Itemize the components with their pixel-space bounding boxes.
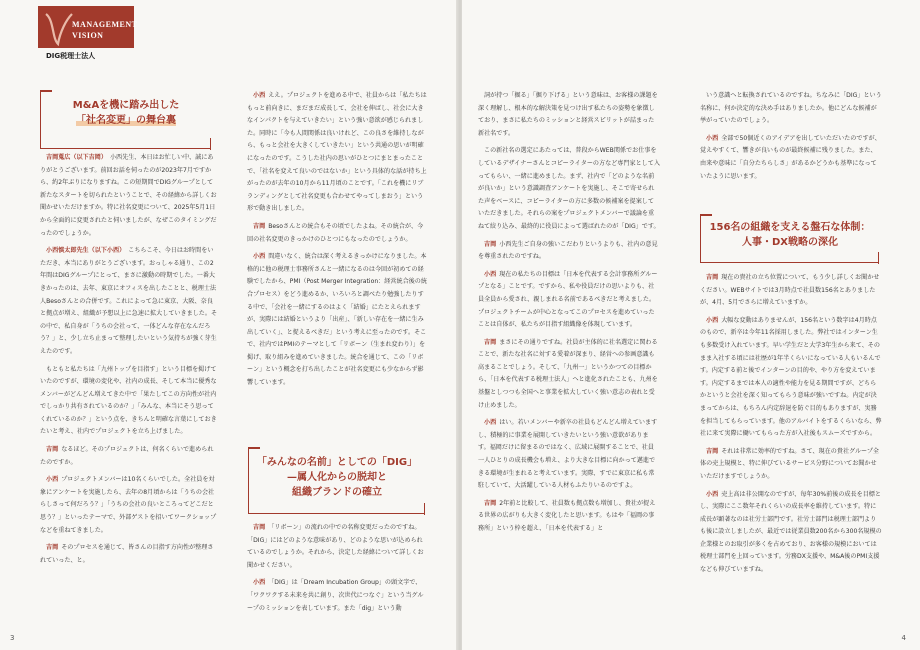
- paragraph-text: プロジェクトメンバーは10名くらいでした。全社員を対象にアンケートを実施したら、去年の8月頃からは「うちの会社らしさって何だろう？」「うちの会社の良いところってどこだと思う？」といったテーマで、外部ゲストを招いてワークショップなどを重ねてきました。: [40, 476, 217, 534]
- paragraph-text: 売上高は非公開なのですが、毎年30%前後の成長を目標とし、実際にここ数年それくらいの成長率を維持しています。特に成長が顕著なのは社労士部門です。社労士部門は税理士部門よりも後に設立しましたが、最近では従業員数200名から300名規模の企業様とのお取引が多くを占めており、お客様の規模においては税理士部門を上回っています。労務DX支援や、M&A後のPMI支援なども伸びていますね。: [700, 490, 882, 574]
- speaker-label: 吉岡: [706, 447, 719, 455]
- text-column-1: [40, 152, 218, 567]
- paragraph-text: 詞が持つ「掘る」「掘り下げる」という意味は、お客様の課題を深く理解し、根本的な解決策を見つけ出す私たちの姿勢を象徴しており、まさに私たちのミッションと経営スピリットが詰まった新社名です。: [478, 92, 658, 137]
- heading-box-2: [248, 447, 425, 514]
- paragraph: [478, 145, 660, 233]
- heading-box-3: [700, 214, 879, 263]
- paragraph-text: Besoさんとの統合もその頃でしたよね。その統合が、今回の社名変更のきっかけのひとつにもなったのでしょうか。: [247, 222, 424, 243]
- speaker-label: 吉岡: [484, 499, 497, 507]
- heading-3-line-1: 156名の組織を支える盤石な体制：: [709, 222, 871, 233]
- heading-3-line-2: 人事・DX戦略の深化: [741, 237, 838, 248]
- speaker-label: 吉岡: [253, 222, 266, 230]
- speaker-label: 小西: [484, 270, 497, 278]
- heading-2-line-2: —属人化からの脱却と: [287, 472, 387, 483]
- paragraph-text: 現在の貴社の立ち位置について、もう少し詳しくお聞かせください。WEBサイトでは3月時点で社員数156名とありましたが、4月、5月でさらに増えていますか。: [700, 274, 880, 307]
- paragraph-text: ええ。プロジェクトを進める中で、社員からは「私たちはもっと前向きに、まだまだ成長して、会社を伸ばし、社会に大きなインパクトを与えていきたい」という強い意欲が感じられました。同時に「今も人間関係は良いけれど、この良さを維持しながら、もっと会社を大きくしていきたい」という共通の思いが明確になったのです。こうした社内の思いがひとつにまとまったことで、「社名を変えて良いのではないか」という具体的な話が持ち上がったのが去年の10月から11月頃のことです。「これを機にリブランディングとして社名変更も合わせてやってしまおう」という形で動き出しました。: [247, 92, 427, 213]
- paragraph-text: 小西先生、本日はお忙しい中、誠にありがとうございます。前回お話を伺ったのが2023年7月ですから、約2年ぶりになりますね。この短期間でDIGグループとして新たなスタートを切られたということで、その経緯から詳しくお聞かせいただけますか。特に社名変更について、2025年5月1日から全面的に変更されたと伺いましたが、なぜこのタイミングだったのでしょうか。: [40, 154, 217, 237]
- paragraph: [700, 446, 882, 484]
- speaker-label: 吉岡: [484, 338, 497, 346]
- paragraph: [40, 364, 218, 440]
- paragraph: [700, 133, 882, 183]
- text-column-4a: [700, 90, 882, 183]
- speaker-label: 吉岡: [46, 446, 59, 454]
- paragraph-text: 全部で50個近くのアイデアを出していただいたのですが、覚えやすくて、響きが良いものが最終候補に残りました。また、由来や意味に「自分たちらしさ」があるかどうかも基準になっていたように思います。: [700, 134, 881, 180]
- speaker-label: 小西: [706, 316, 719, 324]
- speaker-label: 小西: [706, 490, 719, 498]
- right-page: [462, 0, 920, 650]
- speaker-label: 吉岡: [706, 274, 719, 281]
- page-number-left: 3: [10, 634, 15, 642]
- paragraph-text: もともと私たちは「九州トップを目指す」という目標を掲げていたのですが、環境の変化や、社内の成長、そして本当に優秀なメンバーがどんどん増えてきた中で「果たしてこの方向性が社内でしっかり共有されているのか？」「みんな、本当にそう思ってくれているのか？」という点を、きちんと明確な言葉にしておきたいと考え、社内でプロジェクトを立ち上げました。: [40, 365, 217, 436]
- paragraph-text: それは非常に効率的ですね。さて、現在の貴社グループ全体の売上規模と、特に伸びているサービス分野についてお聞かせいただけますでしょうか。: [700, 447, 880, 480]
- paragraph-text: 2年前と比較して、社員数も拠点数も増加し、貴社が捉える世界の広がりも大きく変化したと思います。もはや「福岡の事務所」という枠を超え、「日本を代表する」と: [478, 499, 656, 532]
- brand-logo: [38, 6, 138, 48]
- speaker-label: 吉岡蒐広（以下吉岡）: [46, 154, 107, 161]
- paragraph-text: 小西先生ご自身の強いこだわりというよりも、社内の意見を尊重されたのですね。: [478, 240, 658, 261]
- paragraph: [478, 269, 660, 332]
- paragraph: [478, 498, 660, 536]
- heading-1-line-2: 「社名変更」の舞台裏: [76, 115, 176, 126]
- text-column-2a: [247, 90, 427, 390]
- left-page: [0, 0, 458, 650]
- paragraph-text: まさにその通りですね。社員が主体的に社名選定に関わることで、新たな社名に対する愛着が深まり、経営への参画意識も高まることでしょう。そして、「九州一」というかつての目標から、「日本を代表する税理士法人」へと進化されたことも、九州を基盤としつつも全国へと事業を拡大していく強い意志の表れと受け止めました。: [478, 338, 658, 409]
- swoosh-icon: [44, 10, 74, 46]
- brand-line-1: MANAGEMENT: [72, 20, 138, 29]
- heading-2-line-1: 「みんなの名前」としての「DIG」: [256, 457, 418, 468]
- speaker-label: 小西: [46, 476, 59, 484]
- paragraph-text: なるほど。そのプロジェクトは、何名くらいで進められたのですか。: [40, 446, 214, 466]
- page-number-right: 4: [901, 634, 906, 642]
- paragraph: [247, 522, 427, 572]
- paragraph-text: 大幅な変動はありませんが、156名という数字は4月時点のもので、新卒は今年11名採用しました。弊社ではインターン生も多数受け入れています。早い学生だと大学3年生から来て、そのまま入社する頃には社歴が1年半くらいになっている人もいるんです。内定する前と後でインターンの目的や、やり方を変えています。内定するまでは本人の適性や能力を見る期間ですが、どちらかというと会社を深く知ってもらう意味が強いですね。内定が決まってからは、もちろん内定辞退を防ぐ目的もありますが、実務を担当してもらっています。他のアルバイトをするくらいなら、弊社に来て実際に働いてもらった方が入社後もスムーズですから。: [700, 316, 882, 438]
- speaker-label: 吉岡: [253, 524, 266, 531]
- paragraph: [40, 474, 218, 537]
- speaker-label: 小西: [253, 92, 266, 99]
- heading-box-1: [40, 90, 211, 149]
- speaker-label: 吉岡: [484, 240, 497, 248]
- paragraph: [478, 239, 660, 264]
- speaker-label: 小西慎太郎先生（以下小西）: [46, 247, 126, 255]
- paragraph-text: 「DIG」は「Dream Incubation Group」の頭文字で、「ワクワクする未来を共に創り、次世代につなぐ」という当グループのミッションを表しています。また「dig」という動: [247, 579, 424, 612]
- paragraph: [478, 90, 660, 140]
- paragraph: [40, 542, 218, 567]
- paragraph: [247, 251, 427, 390]
- speaker-label: 吉岡: [46, 544, 59, 552]
- paragraph-text: 現在の私たちの目標は「日本を代表する会計事務所グループとなる」ことです。ですから、私や役員だけの思いよりも、社員全員から愛され、親しまれる名前であるべきだと考えました。プロジェクトチームが中心となってこのプロセスを進めていったことは自体が、私たちが目指す組織像を体現しています。: [478, 270, 658, 329]
- paragraph-text: 間違いなく、統合は深く考えるきっかけになりました。本格的に他の税理士事務所さんと一緒になるのは今回が初めての経験でしたから、PMI（Post Merger Integration：経営統合後の統合プロセス）をどう進めるか、いろいろと調べたり勉強したりする中で、「会社を一緒にするのはよく「結婚」にたとえられますが、実際には結婚というより「出産」、「新しい存在を一緒に生み出していく」、と捉えるべきだ」という考えに至ったのです。そこで、社内ではPMIのテーマとして「リボーン（生まれ変わり）」を掲げ、取り組みを進めていきました。統合を通じて、この「リボーン」という概念を打ち出したことが社名変更にも少なからず影響しています。: [247, 253, 427, 387]
- paragraph: [40, 152, 218, 240]
- paragraph-text: そのプロセスを通じて、皆さんの目指す方向性が整理されていった、と。: [40, 544, 214, 564]
- paragraph: [478, 337, 660, 413]
- paragraph: [40, 245, 218, 358]
- paragraph: [247, 90, 427, 216]
- paragraph-text: はい。若いメンバーや新卒の社員もどんどん増えていますし、積極的に事業を展開していきたいという強い意欲があります。福岡だけに留まるのではなく、広域に展開することで、社員一人ひとりの成長機会も増え、より大きな目標に向かって邁進できる環境が生まれると考えています。実際、すでに東京に私も常駐していて、大活躍している人材もふたりいるのですよ。: [478, 419, 658, 490]
- paragraph: [247, 577, 427, 615]
- paragraph: [700, 90, 882, 128]
- paragraph: [478, 417, 660, 493]
- brand-subtitle: DIG税理士法人: [46, 52, 96, 60]
- speaker-label: 小西: [706, 134, 719, 142]
- paragraph: [700, 315, 882, 441]
- paragraph-text: こちらこそ、今日はお時間をいただき、本当にありがとうございます。おっしゃる通り、この2年間はDIGグループにとって、まさに激動の時期でした。一番大きかったのは、去年、東京にオフィスを出したことと、税理士法人Besoさんとの合併です。これによって急に東京、大阪、奈良と拠点が増え、組織が予想以上に急速に拡大していきました。その中で、私自身が「うちの会社って、一体どんな存在なんだろう？」と、少し立ち止まって整理したいという気持ちが強く芽生えたのです。: [40, 247, 218, 355]
- heading-1-line-1: M&Aを機に踏み出した: [72, 100, 180, 111]
- text-column-4b: [700, 272, 882, 577]
- paragraph: [700, 272, 882, 310]
- brand-line-2: VISION: [72, 31, 104, 40]
- paragraph: [700, 489, 882, 577]
- heading-2-line-3: 組織ブランドの確立: [292, 487, 382, 498]
- paragraph-text: この新社名の選定にあたっては、普段からWEB関係でお仕事をしているデザイナーさんとコピーライターの方など専門家として入ってもらい、一緒に進めました。まず、社内で「どのような名前が良いか」という意識調査アンケートを実施し、そこで寄せられた声をベースに、コピーライターの方に多数の候補案を提案していただきました。それらの案をプロジェクトメンバーで議論を重ねて絞り込み、最終的に役員によって選ばれたのが「DIG」です。: [478, 147, 660, 230]
- paragraph: [247, 221, 427, 246]
- speaker-label: 小西: [253, 579, 266, 587]
- text-column-3: [478, 90, 660, 536]
- paragraph-text: いう意識へと転換されているのですね。ちなみに「DIG」という名称に、何か決定的な決め手はありましたか。他にどんな候補が挙がっていたのでしょう。: [700, 92, 882, 125]
- brand-header: [38, 6, 138, 61]
- speaker-label: 小西: [253, 253, 266, 261]
- paragraph: [40, 444, 218, 469]
- text-column-2b: [247, 522, 427, 615]
- paragraph-text: 「リボーン」の流れの中での名称変更だったのですね。「DIG」にはどのような意味があり、どのような思いが込められているのでしょうか。それから、決定した経緯について詳しくお聞かせください。: [247, 524, 424, 569]
- speaker-label: 小西: [484, 419, 497, 427]
